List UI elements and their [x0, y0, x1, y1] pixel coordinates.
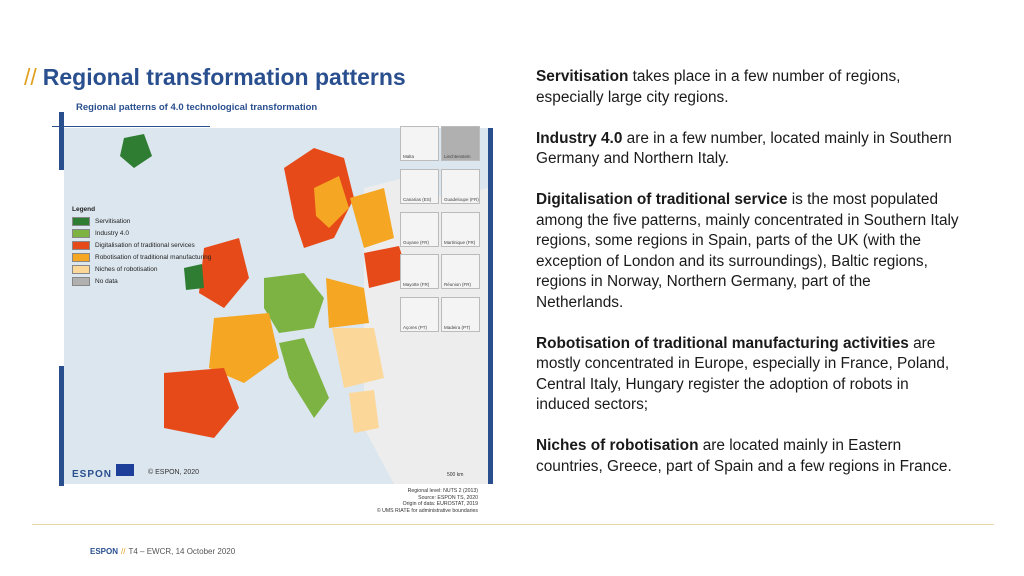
source-line: Regional level: NUTS 2 (2013) — [407, 488, 478, 494]
footer-brand: ESPON — [90, 547, 119, 556]
paragraph-term: Industry 4.0 — [536, 129, 623, 147]
paragraph-term: Robotisation of traditional manufacturing activities — [536, 334, 909, 352]
map-copyright: © ESPON, 2020 — [148, 469, 200, 476]
espon-logo-text: ESPON — [72, 469, 113, 480]
map-insets — [400, 126, 480, 338]
inset-map — [400, 169, 439, 204]
paragraph-term: Niches of robotisation — [536, 437, 699, 454]
inset-map — [441, 254, 480, 289]
map-legend — [72, 206, 211, 289]
footer-rule — [32, 524, 994, 525]
title-text: Regional transformation patterns — [42, 64, 406, 90]
legend-label: Industry 4.0 — [95, 230, 129, 237]
paragraph-body: are in a few number, located mainly in Southern Germany and Northern Italy. — [536, 129, 952, 167]
legend-label: No data — [95, 278, 118, 285]
inset-label: Açores (PT) — [403, 325, 428, 331]
legend-item — [72, 241, 211, 250]
map-figure — [52, 96, 502, 516]
paragraph-robotisation — [536, 334, 960, 416]
legend-title: Legend — [72, 206, 96, 213]
footer — [90, 547, 235, 556]
right-accent-bar — [488, 128, 493, 484]
legend-label: Robotisation of traditional manufacturing — [95, 254, 212, 261]
legend-label: Digitalisation of traditional services — [95, 242, 195, 249]
eu-flag-icon — [116, 464, 134, 476]
legend-item — [72, 229, 211, 238]
inset-label: Mayotte (FR) — [403, 282, 430, 288]
paragraph-body: is the most populated among the five patterns, mainly concentrated in Southern Italy regions, some regions in Spain, parts of the UK (with the exception of London and its surroundings), Baltic regions, regions in Norway, Northern Germany, part of the Netherlands. — [536, 191, 959, 311]
inset-label: Madeira (PT) — [444, 325, 471, 331]
legend-item — [72, 217, 211, 226]
map-title-rule — [52, 126, 210, 127]
source-line: © UMS RIATE for administrative boundaries — [376, 507, 478, 514]
inset-map — [441, 212, 480, 247]
legend-label: Niches of robotisation — [95, 266, 158, 273]
inset-label: Martinique (FR) — [444, 239, 476, 245]
legend-label: Servitisation — [95, 218, 131, 225]
legend-item — [72, 265, 211, 274]
paragraph-body: are located mainly in Eastern countries, Greece, part of Spain and a few regions in France. — [536, 437, 952, 475]
title-slashes: // — [24, 64, 37, 90]
legend-swatch — [72, 217, 90, 226]
inset-map — [400, 126, 439, 161]
inset-label: Canarias (ES) — [403, 196, 432, 202]
slide-title — [24, 64, 406, 91]
inset-label: Malta — [403, 154, 415, 159]
paragraph-term: Digitalisation of traditional service — [536, 191, 788, 208]
source-line: Source: ESPON TS, 2020 — [418, 494, 478, 501]
map-source — [372, 488, 478, 514]
paragraph-body: takes place in a few number of regions, especially large city regions. — [536, 68, 901, 106]
paragraph-niches — [536, 436, 960, 477]
source-line: Origin of data: EUROSTAT, 2019 — [402, 501, 478, 507]
inset-label: Réunion (FR) — [444, 282, 472, 288]
footer-text: T4 – EWCR, 14 October 2020 — [128, 547, 236, 556]
paragraph-term: Servitisation — [536, 68, 629, 85]
legend-swatch — [72, 253, 90, 262]
espon-logo — [72, 464, 142, 482]
inset-map — [400, 254, 439, 289]
footer-separator: // — [121, 547, 126, 556]
legend-swatch — [72, 277, 90, 286]
inset-map — [400, 297, 439, 332]
inset-label: Guyane (FR) — [403, 239, 430, 245]
paragraph-industry — [536, 129, 960, 170]
inset-map — [441, 169, 480, 204]
map-title: Regional patterns of 4.0 technological transformation — [76, 102, 318, 113]
greece-regions — [349, 390, 379, 433]
description-text — [536, 67, 960, 498]
legend-item — [72, 277, 211, 286]
paragraph-servitisation — [536, 67, 960, 108]
inset-map — [441, 297, 480, 332]
inset-label: Liechtenstein — [444, 154, 471, 159]
inset-label: Guadeloupe (FR) — [444, 196, 479, 202]
paragraph-body: are mostly concentrated in Europe, especially in France, Poland, Central Italy, Hungary register the adoption of robots in induced sectors; — [536, 334, 950, 413]
inset-map — [400, 212, 439, 247]
legend-swatch — [72, 241, 90, 250]
paragraph-digitalisation — [536, 190, 960, 313]
legend-swatch — [72, 265, 90, 274]
legend-swatch — [72, 229, 90, 238]
legend-item — [72, 253, 211, 262]
inset-map — [441, 126, 480, 161]
scale-label: 500 km — [447, 472, 464, 478]
